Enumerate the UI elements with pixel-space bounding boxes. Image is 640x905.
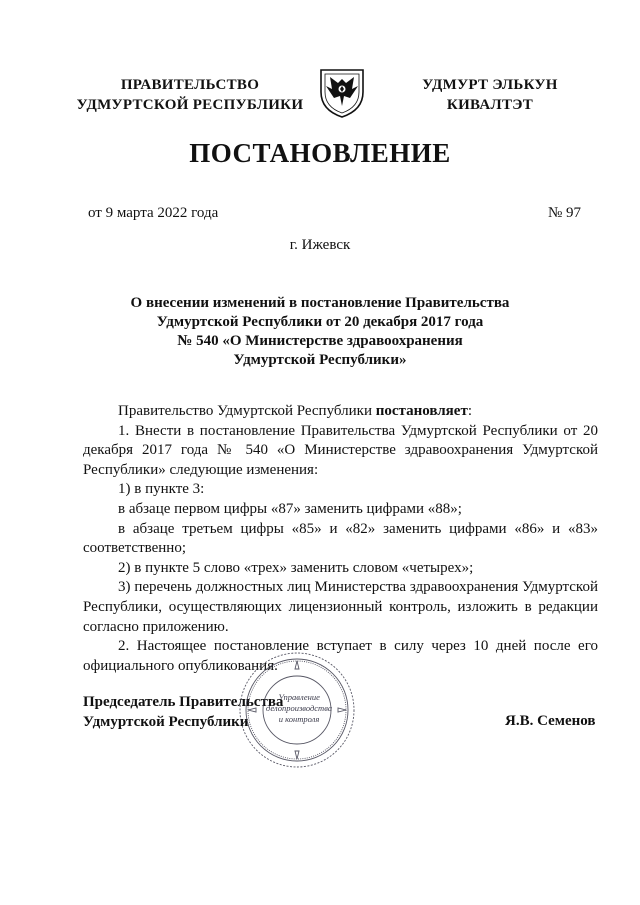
subject-line-2: Удмуртской Республики от 20 декабря 2017 года [156,314,484,330]
header-right [395,75,585,115]
subject-line-4: Удмуртской Республики» [233,352,407,368]
document-subject [100,294,540,370]
document-body [83,402,598,676]
body-paragraph-1: 1. Внести в постановление Правительства Удмуртской Республики от 20 декабря 2017 года № 540 «О Министерстве здравоохранения Удмуртской Республики» следующие изменения: [83,422,598,478]
body-item-1-b: в абзаце третьем цифры «85» и «82» заменить цифрами «86» и «83» соответственно; [83,520,598,557]
body-item-3: 3) перечень должностных лиц Министерства здравоохранения Удмуртской Республики, осуществляющих лицензионный контроль, изложить в редакции согласно приложению. [83,579,598,635]
body-paragraph-2: 2. Настоящее постановление вступает в силу через 10 дней после его официального опубликования. [83,638,598,674]
subject-line-3: № 540 «О Министерстве здравоохранения [177,333,463,349]
header-right-line-2: КИВАЛТЭТ [446,97,534,113]
document-city: г. Ижевск [289,237,351,253]
signature-position-line-1: Председатель Правительства [83,694,284,710]
stamp-line-3: и контроля [278,714,320,724]
document-title: ПОСТАНОВЛЕНИЕ [189,138,451,168]
header-right-line-1: УДМУРТ ЭЛЬКУН [422,77,558,93]
signature-position-line-2: Удмуртской Республики [83,714,249,730]
official-stamp [235,650,360,770]
header-left-line-1: ПРАВИТЕЛЬСТВО [120,77,260,93]
document-number: № 97 [548,205,582,221]
body-item-2: 2) в пункте 5 слово «трех» заменить словом «четырех»; [118,559,474,576]
stamp-line-2: делопроизводства [265,703,333,713]
udmurt-coat-of-arms-icon [313,62,371,120]
body-intro-text: Правительство Удмуртской Республики [118,403,376,419]
header-left-line-2: УДМУРТСКОЙ РЕСПУБЛИКИ [76,97,304,113]
body-intro [83,402,598,422]
stamp-line-1: Управление [278,692,320,702]
header-left [70,75,310,115]
body-intro-bold: постановляет [375,403,468,419]
document-date: от 9 марта 2022 года [88,205,219,221]
body-intro-end: : [467,403,472,419]
signature-name: Я.В. Семенов [505,713,596,729]
body-item-1-a: в абзаце первом цифры «87» заменить цифрами «88»; [118,500,462,517]
body-item-1: 1) в пункте 3: [118,481,205,498]
subject-line-1: О внесении изменений в постановление Правительства [130,295,510,311]
